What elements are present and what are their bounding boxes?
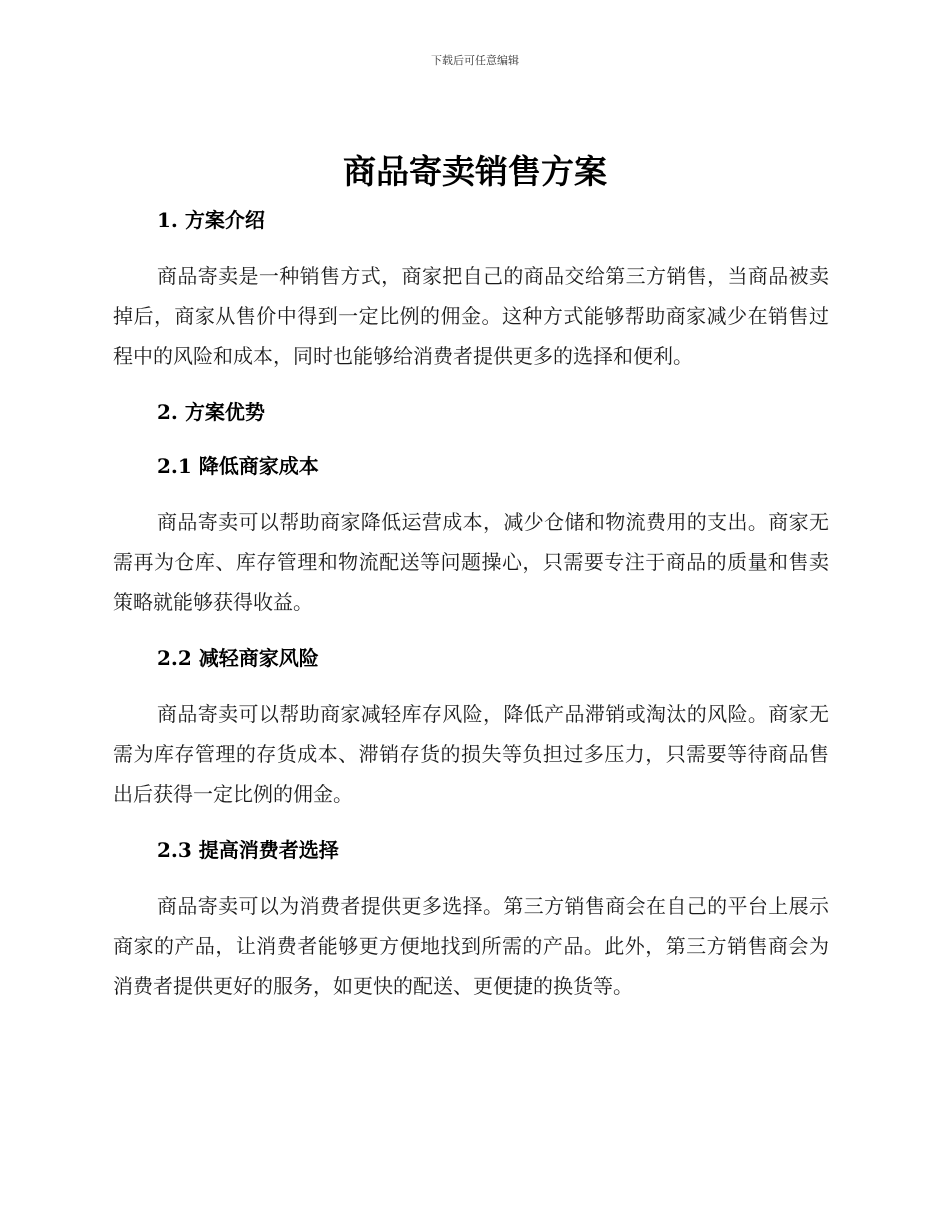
section-heading-introduction: 1. 方案介绍 — [157, 208, 265, 232]
document-body — [113, 200, 829, 1006]
section-paragraph-introduction: 商品寄卖是一种销售方式，商家把自己的商品交给第三方销售，当商品被卖掉后，商家从售价中得到一定比例的佣金。这种方式能够帮助商家减少在销售过程中的风险和成本，同时也能够给消费者提供更多的选择和便利。 — [113, 264, 829, 368]
document-title: 商品寄卖销售方案 — [343, 152, 607, 191]
section-heading-consumer-choice: 2.3 提高消费者选择 — [157, 838, 339, 862]
section-heading-reduce-cost: 2.1 降低商家成本 — [157, 454, 319, 478]
section-heading-reduce-risk: 2.2 减轻商家风险 — [157, 646, 319, 670]
section-paragraph-reduce-cost: 商品寄卖可以帮助商家降低运营成本，减少仓储和物流费用的支出。商家无需再为仓库、库存管理和物流配送等问题操心，只需要专注于商品的质量和售卖策略就能够获得收益。 — [113, 510, 829, 614]
section-paragraph-consumer-choice: 商品寄卖可以为消费者提供更多选择。第三方销售商会在自己的平台上展示商家的产品，让消费者能够更方便地找到所需的产品。此外，第三方销售商会为消费者提供更好的服务，如更快的配送、更便捷的换货等。 — [113, 894, 829, 998]
page-header: 下载后可任意编辑 — [431, 54, 519, 67]
section-paragraph-reduce-risk: 商品寄卖可以帮助商家减轻库存风险，降低产品滞销或淘汰的风险。商家无需为库存管理的存货成本、滞销存货的损失等负担过多压力，只需要等待商品售出后获得一定比例的佣金。 — [113, 702, 829, 806]
section-heading-advantages: 2. 方案优势 — [157, 400, 265, 424]
